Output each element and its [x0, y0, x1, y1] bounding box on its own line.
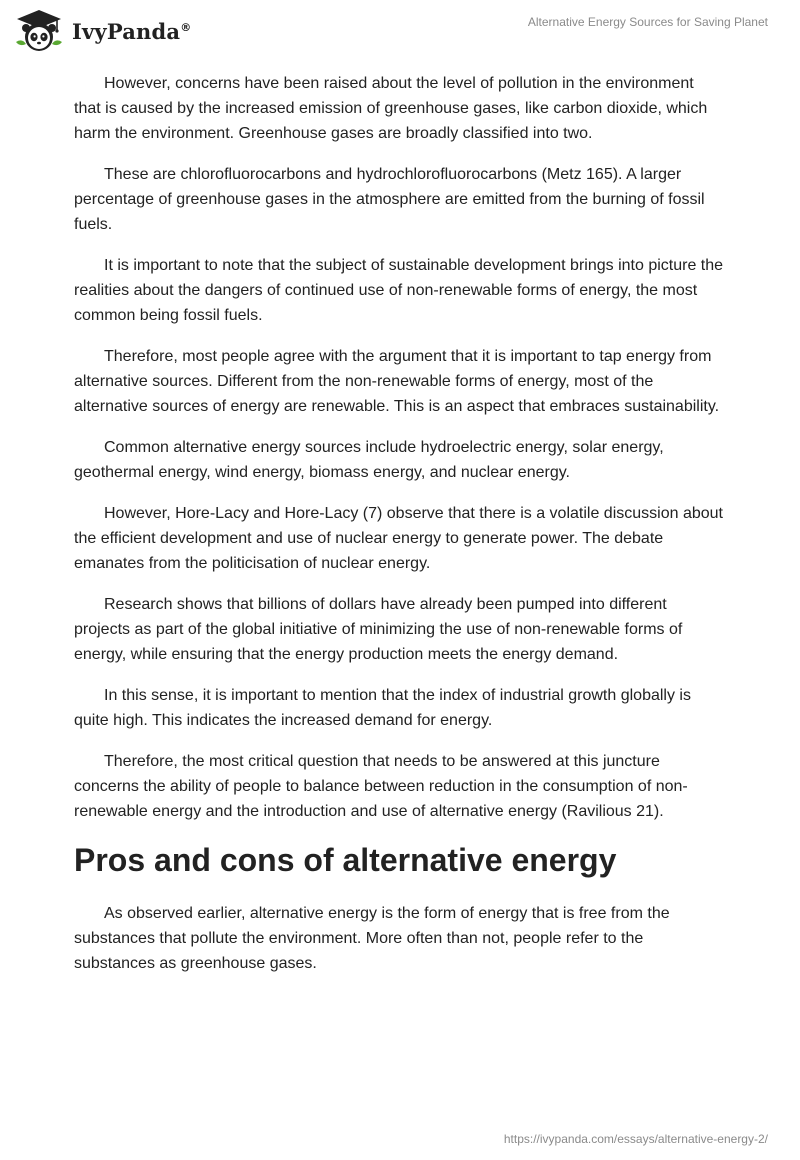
- ivypanda-logo[interactable]: [14, 8, 191, 54]
- paragraph: These are chlorofluorocarbons and hydrochlorofluorocarbons (Metz 165). A larger percentage of greenhouse gases in the atmosphere are emitted from the burning of fossil fuels.: [74, 166, 705, 233]
- paragraph: Research shows that billions of dollars have already been pumped into different projects as part of the global initiative of minimizing the use of non-renewable forms of energy, while ensuring that the energy production meets the energy demand.: [74, 596, 683, 663]
- paragraph: It is important to note that the subject of sustainable development brings into picture the realities about the dangers of continued use of non-renewable forms of energy, the most common being fossil fuels.: [74, 257, 724, 324]
- paragraph: However, concerns have been raised about the level of pollution in the environment that is caused by the increased emission of greenhouse gases, like carbon dioxide, which harm the environment. Greenhouse gases are broadly classified into two.: [74, 75, 708, 142]
- paragraph: Therefore, the most critical question that needs to be answered at this juncture concerns the ability of people to balance between reduction in the consumption of non-renewable energy and the introduction and use of alternative energy (Ravilious 21).: [74, 753, 688, 820]
- paragraph: However, Hore-Lacy and Hore-Lacy (7) observe that there is a volatile discussion about the efficient development and use of nuclear energy to generate power. The debate emanates from the politicisation of nuclear energy.: [74, 505, 723, 572]
- essay-content: [74, 71, 724, 992]
- page-header: [0, 0, 800, 60]
- paragraph: In this sense, it is important to mention that the index of industrial growth globally is quite high. This indicates the increased demand for energy.: [74, 687, 691, 729]
- registered-mark: ®: [180, 20, 192, 34]
- paragraph: Therefore, most people agree with the argument that it is important to tap energy from alternative sources. Different from the non-renewable forms of energy, most of the alternative sources of energy are renewable. This is an aspect that embraces sustainability.: [74, 348, 720, 415]
- brand-name: IvyPanda®: [72, 18, 192, 44]
- source-url[interactable]: https://ivypanda.com/essays/alternative-energy-2/: [503, 1132, 768, 1146]
- section-heading: Pros and cons of alternative energy: [74, 842, 617, 878]
- document-title: Alternative Energy Sources for Saving Planet: [527, 15, 768, 29]
- paragraph: As observed earlier, alternative energy is the form of energy that is free from the substances that pollute the environment. More often than not, people refer to the substances as greenhouse gases.: [74, 905, 670, 972]
- panda-graduation-cap-icon: [14, 8, 64, 54]
- paragraph: Common alternative energy sources include hydroelectric energy, solar energy, geothermal energy, wind energy, biomass energy, and nuclear energy.: [74, 439, 664, 481]
